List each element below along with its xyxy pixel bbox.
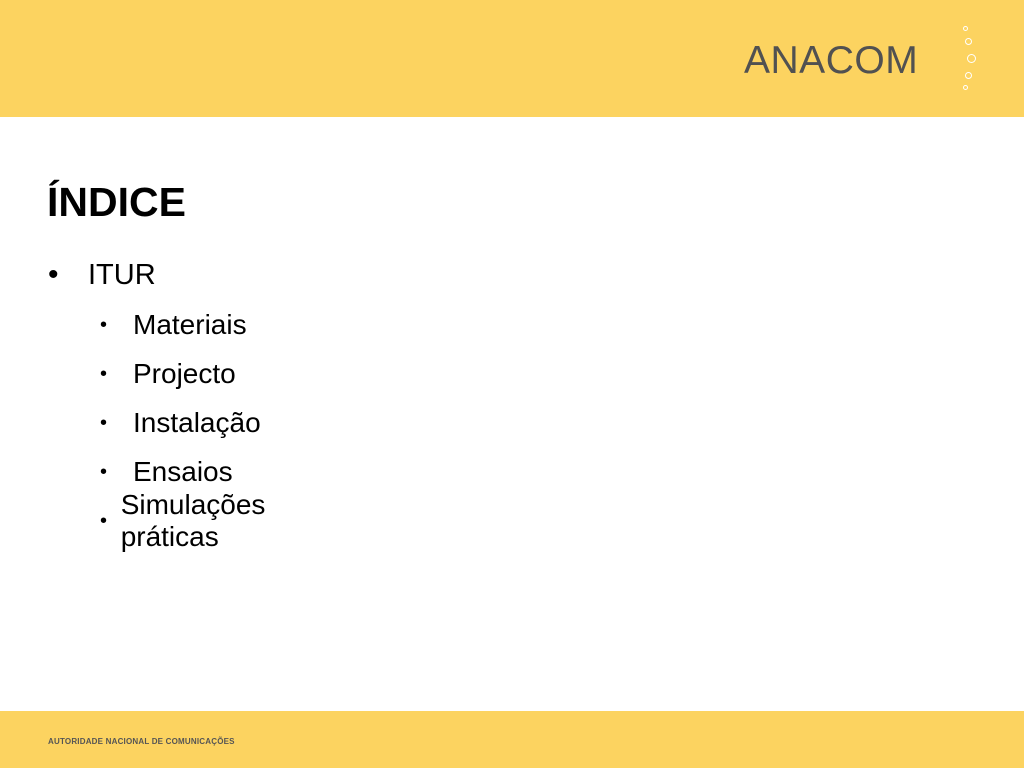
bullet-icon: •	[100, 411, 108, 434]
bullet-icon: •	[100, 362, 108, 385]
list-item	[100, 454, 233, 490]
slide-title: ÍNDICE	[47, 179, 186, 225]
footer-text: AUTORIDADE NACIONAL DE COMUNICAÇÕES	[48, 737, 235, 746]
list-item	[48, 255, 156, 295]
list-item-label: Simulações práticas	[120, 489, 266, 552]
list-item	[100, 489, 278, 552]
list-item-label: Materiais	[133, 309, 247, 340]
brand-wordmark: ANACOM	[744, 39, 919, 82]
bullet-icon: •	[100, 313, 108, 336]
bullet-icon: •	[48, 258, 59, 291]
logo-dots-icon	[960, 26, 980, 92]
list-item	[100, 307, 247, 343]
bullet-icon: •	[100, 460, 108, 483]
list-item	[100, 356, 236, 392]
list-item-label: Projecto	[133, 358, 236, 389]
list-item-label: Instalação	[133, 407, 261, 438]
list-item-label: ITUR	[88, 258, 156, 291]
list-item-label: Ensaios	[133, 456, 233, 487]
bullet-icon: •	[100, 509, 108, 532]
list-item	[100, 405, 261, 441]
anacom-logo	[744, 36, 918, 86]
